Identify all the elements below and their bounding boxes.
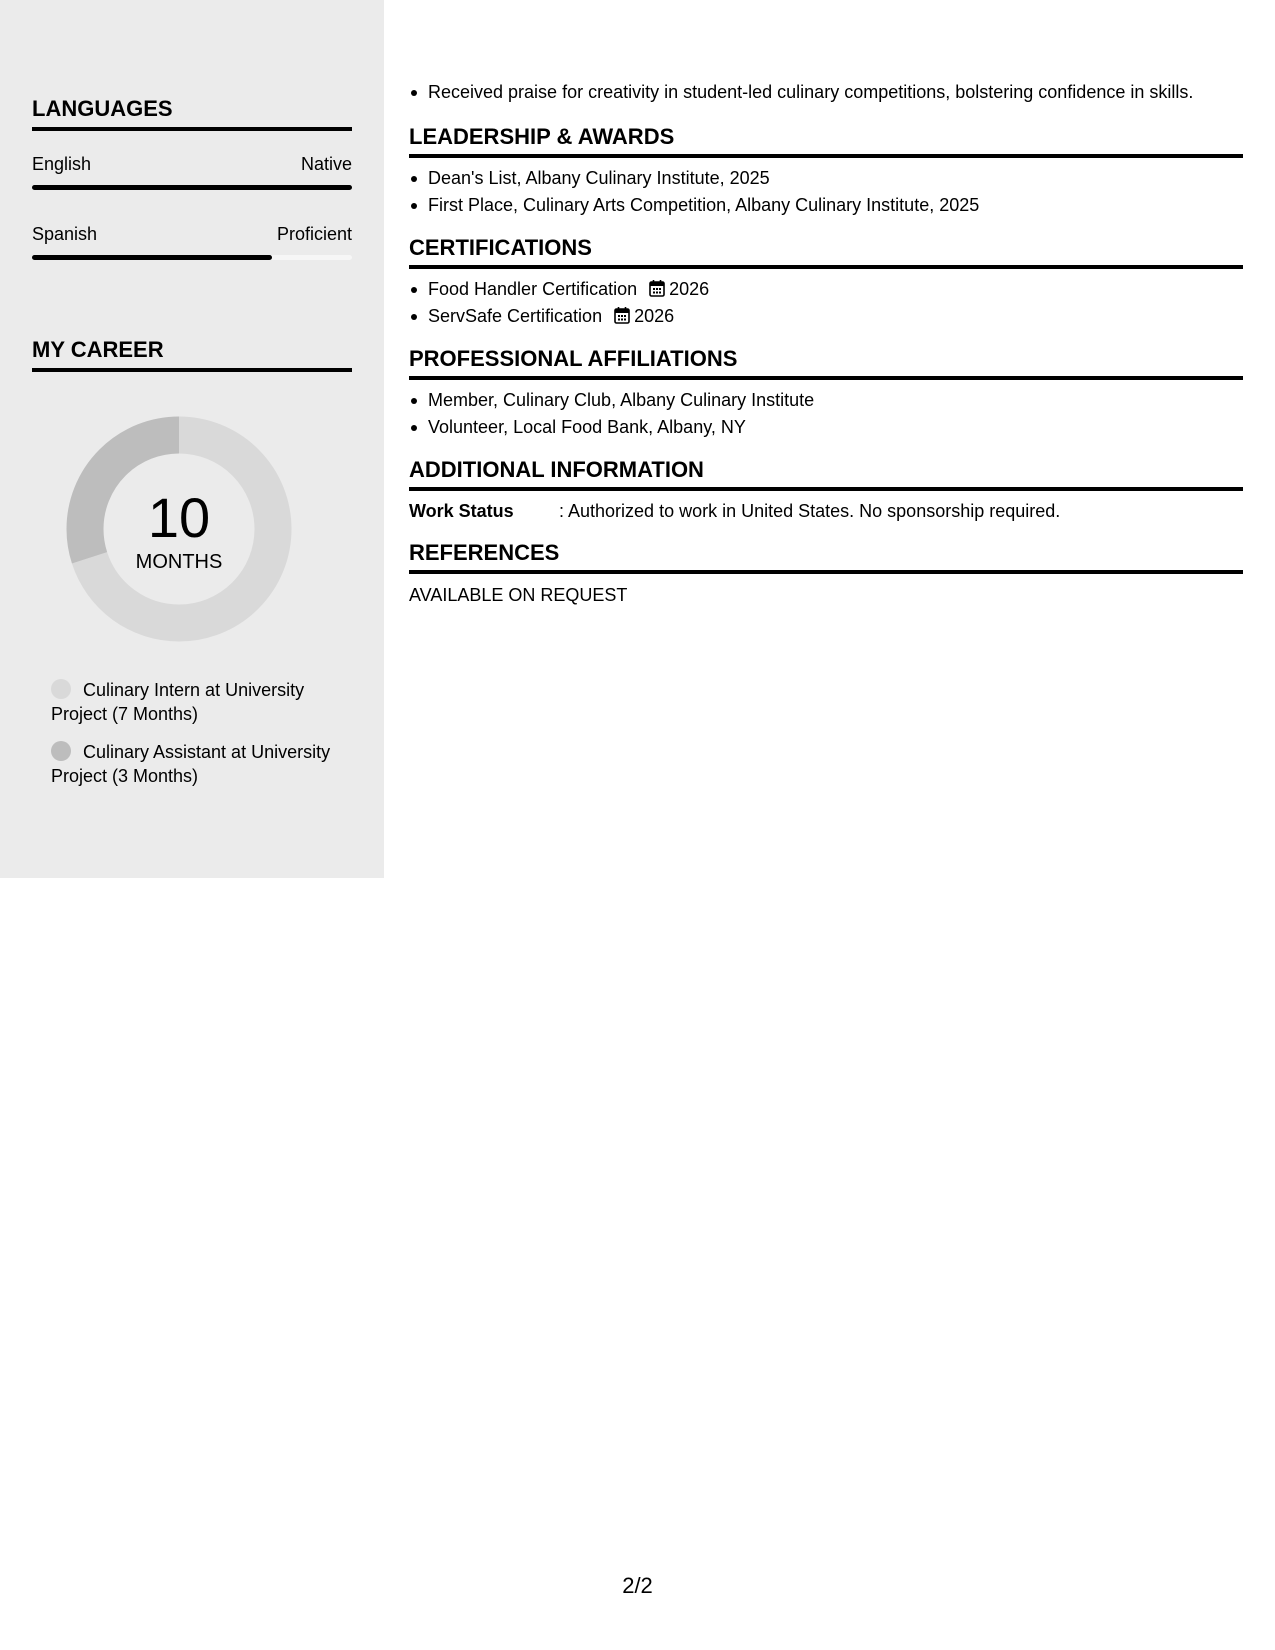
language-item-english: [32, 153, 352, 193]
career-donut-chart: [66, 416, 292, 642]
references-heading: REFERENCES: [409, 540, 1243, 574]
calendar-icon: [649, 279, 665, 297]
leadership-section: [409, 124, 1243, 219]
affiliations-heading: PROFESSIONAL AFFILIATIONS: [409, 346, 1243, 380]
certification-name: Food Handler Certification: [428, 279, 638, 299]
legend-label: Culinary Assistant at University Project (3 Months): [51, 742, 331, 786]
list-item: Member, Culinary Club, Albany Culinary Institute: [409, 387, 1243, 414]
language-proficiency-fill: [32, 255, 272, 260]
leadership-heading: LEADERSHIP & AWARDS: [409, 124, 1243, 158]
list-item: Received praise for creativity in student-led culinary competitions, bolstering confidence in skills.: [409, 79, 1243, 106]
legend-label: Culinary Intern at University Project (7 Months): [51, 680, 305, 724]
leadership-list: [409, 165, 1243, 219]
certifications-list: [409, 276, 1243, 330]
career-legend-item: [51, 740, 341, 788]
language-level: Proficient: [276, 224, 352, 244]
certification-year: 2026: [634, 306, 675, 326]
career-heading: MY CAREER: [32, 337, 352, 372]
certifications-heading: CERTIFICATIONS: [409, 235, 1243, 269]
career-section: [32, 337, 352, 372]
references-section: [409, 540, 1243, 607]
list-item: Dean's List, Albany Culinary Institute, 2025: [409, 165, 1243, 192]
language-level: Native: [300, 154, 352, 174]
list-item: [409, 303, 1243, 330]
career-legend-item: [51, 678, 341, 726]
calendar-icon: [614, 306, 630, 324]
experience-continued: [409, 79, 1243, 106]
career-total-value: 10: [147, 486, 211, 549]
language-proficiency-bar: [32, 255, 352, 260]
languages-heading: LANGUAGES: [32, 96, 352, 131]
language-proficiency-fill: [32, 185, 352, 190]
affiliations-section: [409, 346, 1243, 441]
list-item: First Place, Culinary Arts Competition, Albany Culinary Institute, 2025: [409, 192, 1243, 219]
languages-section: [32, 96, 352, 131]
work-status-label: Work Status: [409, 501, 514, 521]
list-item: [409, 276, 1243, 303]
additional-info-section: [409, 457, 1243, 523]
references-text: AVAILABLE ON REQUEST: [409, 585, 628, 605]
affiliations-list: [409, 387, 1243, 441]
language-name: English: [32, 154, 92, 174]
certification-name: ServSafe Certification: [428, 306, 603, 326]
work-status-value: : Authorized to work in United States. No sponsorship required.: [559, 501, 1061, 521]
career-total-unit: MONTHS: [135, 551, 223, 573]
page-number: 2/2: [622, 1573, 653, 1598]
sidebar: [0, 0, 384, 878]
language-name: Spanish: [32, 224, 98, 244]
work-status-row: [409, 499, 1243, 523]
experience-bullets: [409, 79, 1243, 106]
language-item-spanish: [32, 223, 352, 263]
certifications-section: [409, 235, 1243, 330]
additional-info-heading: ADDITIONAL INFORMATION: [409, 457, 1243, 491]
certification-year: 2026: [669, 279, 710, 299]
legend-dot: [51, 741, 71, 761]
legend-dot: [51, 679, 71, 699]
language-proficiency-bar: [32, 185, 352, 190]
list-item: Volunteer, Local Food Bank, Albany, NY: [409, 414, 1243, 441]
